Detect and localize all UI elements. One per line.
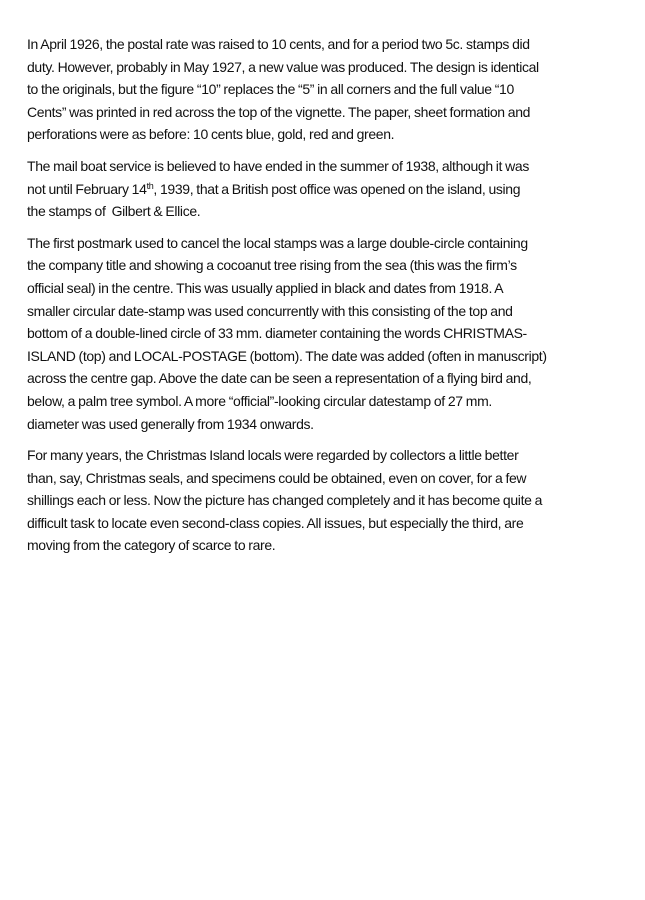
paragraph-collectors	[27, 444, 627, 557]
text-line: to the originals, but the figure “10” replaces the “5” in all corners and the full value “10	[27, 81, 514, 98]
text-line: diameter was used generally from 1934 onwards.	[27, 415, 314, 432]
text-line: For many years, the Christmas Island locals were regarded by collectors a little better	[27, 447, 519, 464]
text-line: The mail boat service is believed to have ended in the summer of 1938, although it was	[27, 157, 529, 174]
text-line: duty. However, probably in May 1927, a new value was produced. The design is identical	[27, 58, 539, 75]
paragraph-postmarks	[27, 232, 627, 435]
text-line: official seal) in the centre. This was usually applied in black and dates from 1918. A	[27, 279, 504, 296]
text-line: perforations were as before: 10 cents blue, gold, red and green.	[27, 126, 395, 143]
text-line: than, say, Christmas seals, and specimens could be obtained, even on cover, for a few	[27, 469, 527, 486]
text-line: Cents” was printed in red across the top of the vignette. The paper, sheet formation and	[27, 103, 531, 120]
paragraph-mail-boat	[27, 155, 627, 223]
paragraph-postal-rate	[27, 33, 627, 146]
text-fragment: , 1939, that a British post office was opened on the island, using	[153, 180, 521, 197]
text-line: ISLAND (top) and LOCAL-POSTAGE (bottom). The date was added (often in manuscript)	[27, 347, 547, 364]
text-line: moving from the category of scarce to rare.	[27, 537, 276, 554]
text-line: the company title and showing a cocoanut tree rising from the sea (this was the firm’s	[27, 257, 517, 274]
text-line: shillings each or less. Now the picture has changed completely and it has become quite a	[27, 492, 543, 509]
document-page	[27, 33, 627, 566]
text-line: across the centre gap. Above the date can be seen a representation of a flying bird and,	[27, 370, 532, 387]
text-line: smaller circular date-stamp was used concurrently with this consisting of the top and	[27, 302, 513, 319]
text-fragment: not until February 14	[27, 180, 147, 197]
text-line: difficult task to locate even second-class copies. All issues, but especially the third, are	[27, 514, 524, 531]
text-line	[27, 178, 627, 201]
text-line: In April 1926, the postal rate was raised to 10 cents, and for a period two 5c. stamps did	[27, 36, 530, 52]
text-line: the stamps of Gilbert & Ellice.	[27, 203, 201, 220]
text-line: below, a palm tree symbol. A more “official”-looking circular datestamp of 27 mm.	[27, 392, 492, 409]
text-line: The first postmark used to cancel the local stamps was a large double-circle containing	[27, 234, 528, 251]
ordinal-superscript: th	[146, 180, 154, 191]
text-line: bottom of a double-lined circle of 33 mm. diameter containing the words CHRISTMAS-	[27, 325, 527, 342]
